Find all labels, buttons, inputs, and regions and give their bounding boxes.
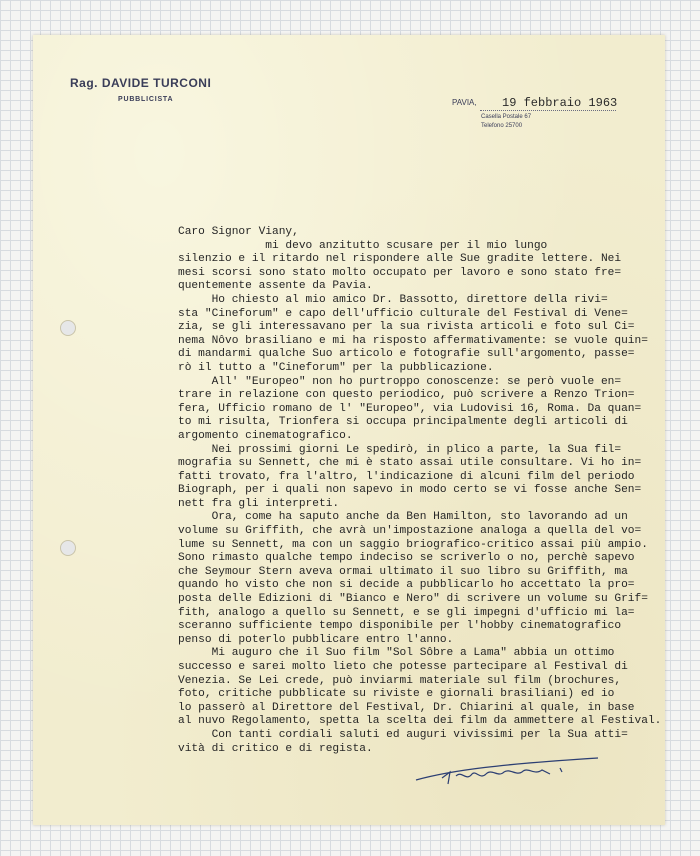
body-line: nett fra gli interpreti.: [178, 497, 340, 510]
body-line: rò il tutto a "Cineforum" per la pubblicazione.: [178, 361, 494, 374]
body-line: penso di poterlo pubblicare entro l'anno.: [178, 633, 454, 646]
body-line: successo e sarei molto lieto che potesse partecipare al Festival di: [178, 661, 628, 673]
body-line: di mandarmi qualche Suo articolo e fotografie sull'argomento, passe=: [178, 348, 635, 361]
body-line: silenzio e il ritardo nel rispondere alle Sue gradite lettere. Nei: [178, 253, 622, 266]
body-line: Sono rimasto qualche tempo indeciso se scriverlo o no, perchè sapevo: [178, 552, 635, 565]
body-line: che Seymour Stern aveva ormai ultimato il suo libro su Griffith, ma: [178, 565, 628, 578]
body-line: vità di critico e di regista.: [178, 742, 373, 755]
body-line: al nuvo Regolamento, spetta la scelta dei film da ammettere al Festival.: [178, 715, 662, 728]
phone-line: Telefono 25700: [481, 123, 523, 129]
letter-date: 19 febbraio 1963: [502, 96, 618, 110]
letter-body: [178, 226, 662, 756]
body-line: quentemente assente da Pavia.: [178, 280, 373, 293]
body-line: fera, Ufficio romano de l' "Europeo", via Ludovisi 16, Roma. Da quan=: [178, 402, 642, 415]
body-line: Ho chiesto al mio amico Dr. Bassotto, direttore della rivi=: [178, 293, 608, 306]
body-line: argomento cinematografico.: [178, 429, 353, 442]
body-line: mi devo anzitutto scusare per il mio lungo: [178, 239, 548, 252]
body-line: lume su Sennett, ma con un saggio briografico-critico assai più ampio.: [178, 538, 648, 551]
body-line: Mi auguro che il Suo film "Sol Sôbre a Lama" abbia un ottimo: [178, 647, 615, 660]
body-line: Caro Signor Viany,: [178, 226, 299, 238]
body-line: sta "Cineforum" e capo dell'ufficio culturale del Festival di Vene=: [178, 307, 628, 320]
body-line: quando ho visto che non si decide a pubblicarlo ho accettato la pro=: [178, 579, 635, 592]
body-line: sceranno sufficiente tempo disponibile per l'hobby cinematografico: [178, 620, 622, 633]
signature-icon: [412, 750, 602, 790]
body-line: Venezia. Se Lei crede, può inviarmi materiale sul film (brochures,: [178, 674, 622, 687]
punch-hole-top: [60, 320, 76, 336]
body-line: fith, analogo a quello su Sennett, e se gli impegni d'ufficio mi la=: [178, 606, 635, 619]
body-line: nema Nôvo brasiliano e mi ha risposto affermativamente: se vuole quin=: [178, 334, 648, 347]
body-line: posta delle Edizioni di "Bianco e Nero" di scrivere un volume su Grif=: [178, 593, 648, 606]
body-line: zia, se gli interessavano per la sua rivista articoli e foto sul Ci=: [178, 321, 635, 334]
body-line: Ora, come ha saputo anche da Ben Hamilton, sto lavorando ad un: [178, 511, 628, 524]
body-line: Biograph, per i quali non sapevo in modo certo se vi fosse anche Sen=: [178, 484, 642, 497]
letterhead-city: PAVIA,: [452, 98, 477, 107]
body-line: mesi scorsi sono stato molto occupato per lavoro e sono stato fre=: [178, 266, 622, 279]
body-line: lo passerò al Direttore del Festival, Dr. Chiarini al quale, in base: [178, 701, 635, 714]
body-line: mografia su Sennett, che mi è stato assai utile consultare. Vi ho in=: [178, 457, 642, 470]
letterhead-name: Rag. DAVIDE TURCONI: [70, 76, 212, 90]
body-line: All' "Europeo" non ho purtroppo conoscenze: se però vuole en=: [178, 375, 622, 388]
punch-hole-bottom: [60, 540, 76, 556]
body-line: fatti trovato, fra l'altro, l'indicazione di alcuni film del periodo: [178, 470, 635, 483]
body-line: to mi risulta, Trionfera si occupa principalmente degli articoli di: [178, 416, 628, 429]
body-line: Nei prossimi giorni Le spedirò, in plico a parte, la Sua fil=: [178, 443, 622, 456]
address-line: Casella Postale 67: [481, 114, 532, 120]
body-line: foto, critiche pubblicate su riviste e giornali brasiliani) ed io: [178, 688, 615, 701]
letterhead-role: PUBBLICISTA: [118, 96, 174, 103]
body-line: Con tanti cordiali saluti ed auguri vivissimi per la Sua atti=: [178, 728, 628, 741]
date-rule: [480, 110, 616, 111]
letterhead-address: [481, 113, 531, 131]
body-line: volume su Griffith, che avrà un'impostazione analoga a quella del vo=: [178, 525, 642, 538]
body-line: trare in relazione con questo periodico, può scrivere a Renzo Trion=: [178, 389, 635, 402]
